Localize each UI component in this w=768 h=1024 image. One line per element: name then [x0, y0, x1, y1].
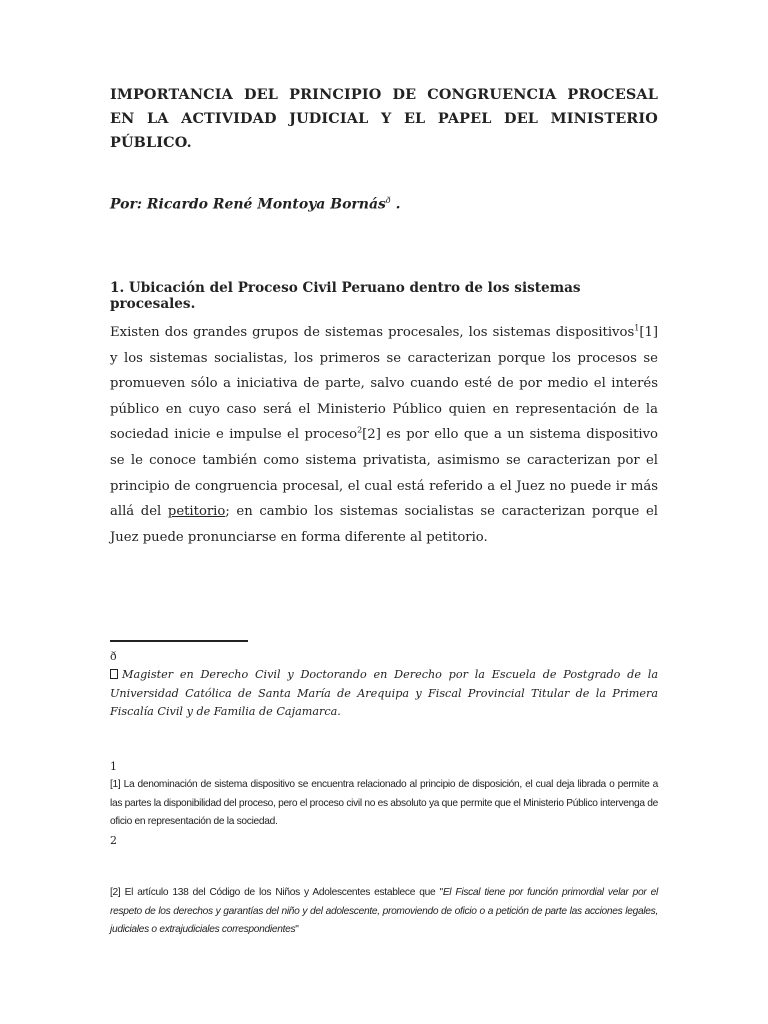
- author-name: Por: Ricardo René Montoya Bornás: [110, 196, 386, 213]
- footnote-ref-1[interactable]: 1: [634, 323, 640, 333]
- document-title: IMPORTANCIA DEL PRINCIPIO DE CONGRUENCIA PROCESAL EN LA ACTIVIDAD JUDICIAL Y EL PAPEL DEL MINISTERIO PÚBLICO.: [110, 86, 658, 151]
- author-line: [110, 196, 401, 213]
- footnote-1-text: [1] La denominación de sistema dispositivo se encuentra relacionado al principio de disposición, el cual deja librada o permite a las partes la disponibilidad del proceso, pero el proceso civil no es absoluto ya que permite que el Ministerio Público intervenga de oficio en representación de la sociedad.: [110, 779, 658, 827]
- footnote-separator: [110, 640, 248, 642]
- author-footnote-text: Magister en Derecho Civil y Doctorando en Derecho por la Escuela de Postgrado de la Universidad Católica de Santa María de Arequipa y Fiscal Provincial Titular de la Primera Fiscalía Civil y de Familia de Cajamarca.: [110, 668, 658, 718]
- footnote-ref-2[interactable]: 2: [357, 425, 363, 435]
- body-paragraph: [110, 320, 658, 550]
- footnote-2-end: ": [295, 924, 299, 935]
- paragraph-text-4: ; en cambio los sistemas socialistas se caracterizan porque el Juez puede pronunciarse en forma diferente al petitorio.: [110, 504, 658, 545]
- paragraph-text-2: [1] y los sistemas socialistas, los primeros se caracterizan porque los procesos se promueven sólo a iniciativa de parte, salvo cuando esté de por medio el interés público en cuyo caso será el Ministerio Público quien en representación de la sociedad inicie e impulse el proceso: [110, 325, 658, 443]
- section-heading: 1. Ubicación del Proceso Civil Peruano dentro de los sistemas procesales.: [110, 280, 581, 312]
- petitorio-link[interactable]: petitorio: [167, 504, 226, 520]
- footnote-2-quote: El Fiscal tiene por función primordial velar por el respeto de los derechos y garantías del niño y del adolescente, promoviendo de oficio o a petición de parte las acciones legales, judiciales o extrajudiciales correspondientes: [110, 887, 658, 935]
- paragraph-text-3: [2] es por ello que a un sistema dispositivo se le conoce también como sistema privatista, asimismo se caracterizan por el principio de congruencia procesal, el cual está referido a el Juez no puede ir más allá del: [110, 427, 658, 520]
- missing-glyph-icon: [110, 669, 118, 679]
- paragraph-text-1: Existen dos grandes grupos de sistemas procesales, los sistemas dispositivos: [110, 325, 635, 340]
- author-footnote-symbol: ð: [110, 650, 117, 663]
- footnote-2-lead: [2] El artículo 138 del Código de los Niños y Adolescentes establece que ": [110, 887, 443, 898]
- footnote-1-number: 1: [110, 760, 117, 773]
- author-footnote-mark: ð: [385, 196, 391, 205]
- footnote-2: [110, 884, 658, 940]
- author-suffix: .: [390, 196, 401, 213]
- footnote-2-number: 2: [110, 834, 117, 847]
- author-footnote: [110, 666, 658, 722]
